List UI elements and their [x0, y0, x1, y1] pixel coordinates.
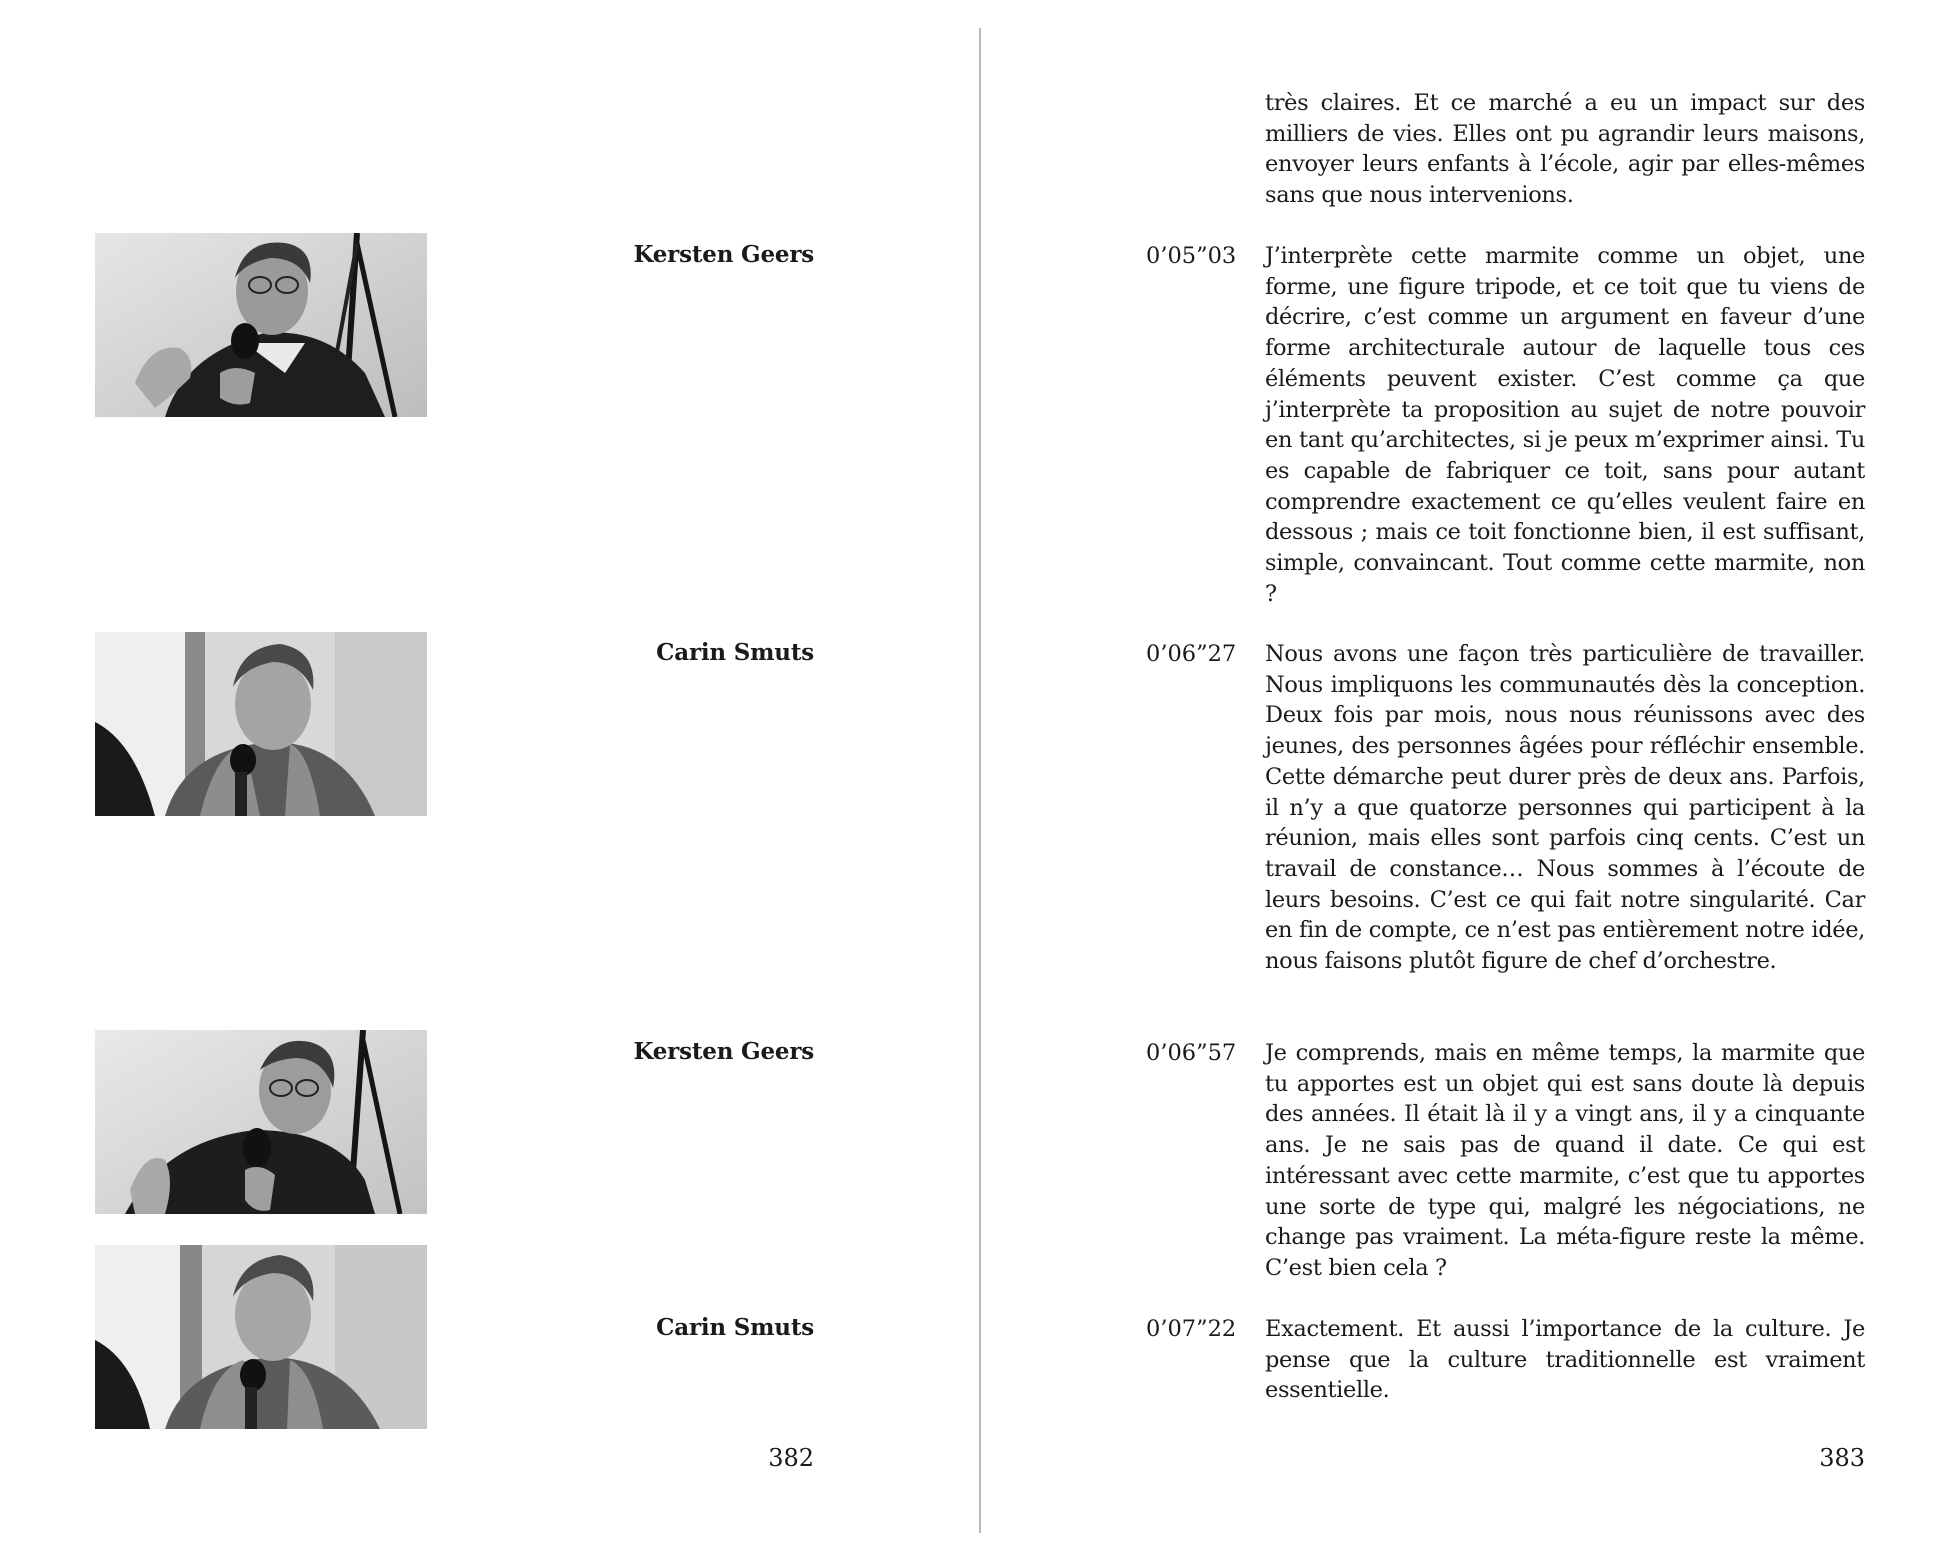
speaker-name-carin-smuts: Carin Smuts: [656, 639, 814, 666]
carin-smuts-photo-1: [95, 632, 427, 816]
intro-paragraph: très claires. Et ce marché a eu un impact sur des milliers de vies. Elles ont pu agrandir leurs maisons, envoyer leurs enfants à l’école, agir par elles-mêmes sans que nous intervenions.: [1265, 90, 1865, 209]
page-number-left: 382: [768, 1444, 814, 1472]
spread-gutter-divider: [979, 28, 981, 1533]
page-number-right: 383: [1819, 1444, 1865, 1472]
speaker-name-kersten-geers: Kersten Geers: [633, 241, 814, 268]
kersten-geers-photo-2: [95, 1030, 427, 1214]
timecode: 0’06”27: [1146, 641, 1237, 667]
timecode: 0’05”03: [1146, 243, 1237, 269]
speaker-name-kersten-geers: Kersten Geers: [633, 1038, 814, 1065]
transcript-paragraph: J’interprète cette marmite comme un objet, une forme, une figure tripode, et ce toit que tu viens de décrire, c’est comme un argument en faveur d’une forme architecturale autour de laquelle tous ces éléments peuvent exister. C’est comme ça que j’interprète ta proposition au sujet de notre pouvoir en tant qu’architectes, si je peux m’exprimer ainsi. Tu es capable de fabriquer ce toit, sans pour autant comprendre exactement ce qu’elles veulent faire en dessous ; mais ce toit fonctionne bien, il est suffisant, simple, convaincant. Tout comme cette marmite, non ?: [1265, 243, 1865, 607]
transcript-paragraph: Je comprends, mais en même temps, la marmite que tu apportes est un objet qui est sans doute là depuis des années. Il était là il y a vingt ans, il y a cinquante ans. Je ne sais pas de quand il date. Ce qui est intéressant avec cette marmite, c’est que tu apportes une sorte de type qui, malgré les négociations, ne change pas vraiment. La méta-figure reste la même. C’est bien cela ?: [1265, 1040, 1865, 1281]
transcript-paragraph: Nous avons une façon très particulière de travailler. Nous impliquons les communautés dès la conception. Deux fois par mois, nous nous réunissons avec des jeunes, des personnes âgées pour réfléchir ensemble. Cette démarche peut durer près de deux ans. Parfois, il n’y a que quatorze personnes qui participent à la réunion, mais elles sont parfois cinq cents. C’est un travail de constance… Nous sommes à l’écoute de leurs besoins. C’est ce qui fait notre singularité. Car en fin de compte, ce n’est pas entièrement notre idée, nous faisons plutôt figure de chef d’orchestre.: [1265, 641, 1865, 975]
timecode: 0’07”22: [1146, 1316, 1237, 1342]
kersten-geers-photo-1: [95, 233, 427, 417]
carin-smuts-photo-2: [95, 1245, 427, 1429]
timecode: 0’06”57: [1146, 1040, 1237, 1066]
transcript-paragraph: Exactement. Et aussi l’importance de la culture. Je pense que la culture traditionnelle est vraiment essentielle.: [1265, 1316, 1865, 1404]
speaker-name-carin-smuts: Carin Smuts: [656, 1314, 814, 1341]
